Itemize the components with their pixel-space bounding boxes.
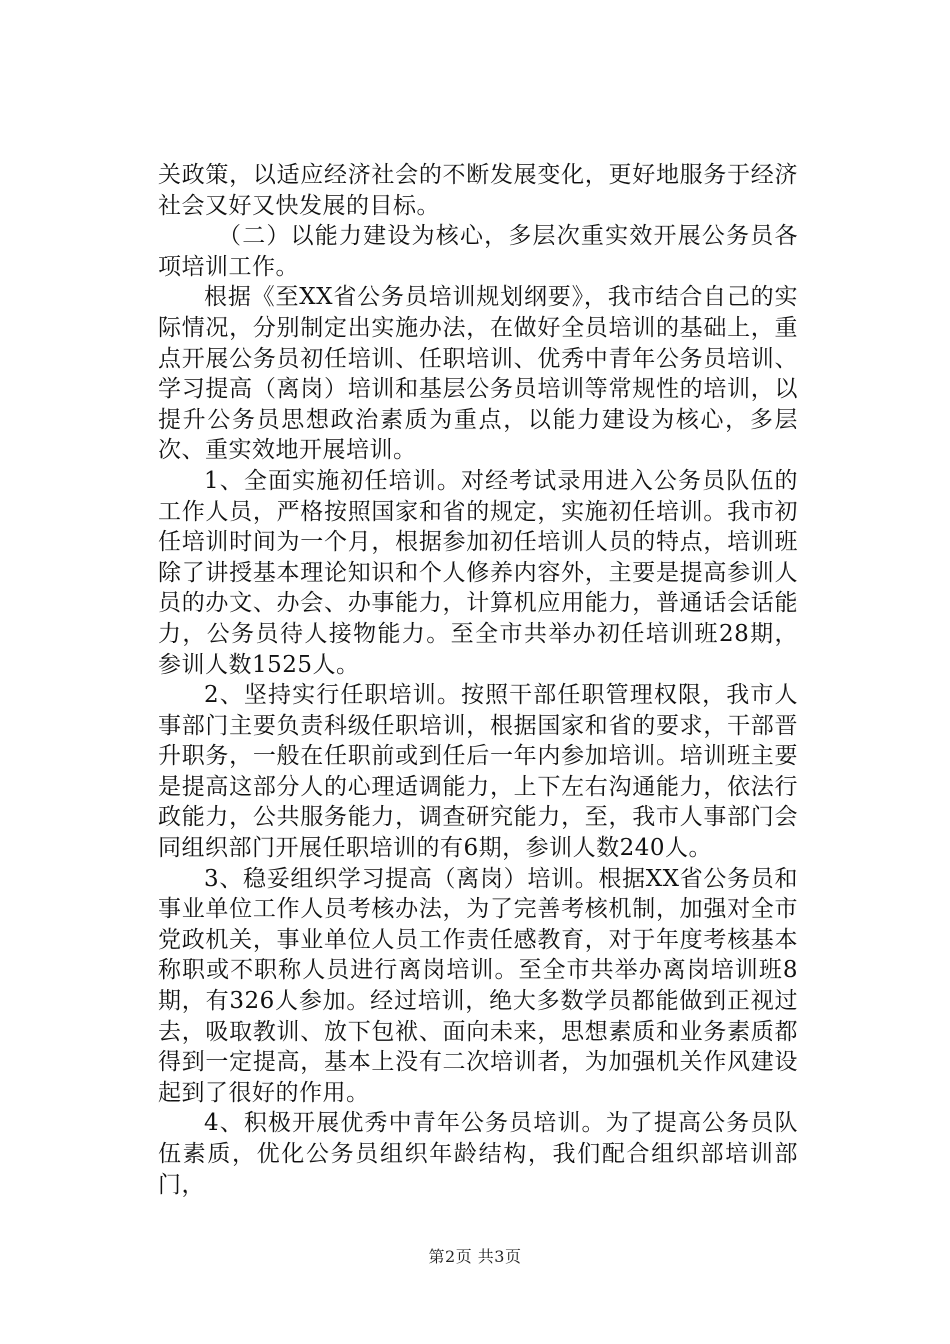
section-heading: （二）以能力建设为核心，多层次重实效开展公务员各项培训工作。 bbox=[158, 223, 798, 280]
page-footer: 第2页 共3页 bbox=[428, 1247, 522, 1266]
paragraph-continuation: 关政策，以适应经济社会的不断发展变化，更好地服务于经济社会又好又快发展的目标。 bbox=[158, 162, 798, 219]
paragraph-intro: 根据《至XX省公务员培训规划纲要》，我市结合自己的实际情况，分别制定出实施办法，在做好全员培训的基础上，重点开展公务员初任培训、任职培训、优秀中青年公务员培训、学习提高（离岗）培训和基层公务员培训等常规性的培训，以提升公务员思想政治素质为重点，以能力建设为核心，多层次、重实效地开展培训。 bbox=[158, 284, 798, 464]
document-body bbox=[158, 160, 798, 1200]
paragraph-item-2: 2、坚持实行任职培训。按照干部任职管理权限，我市人事部门主要负责科级任职培训，根据国家和省的要求，干部晋升职务，一般在任职前或到任后一年内参加培训。培训班主要是提高这部分人的心理适调能力，上下左右沟通能力，依法行政能力，公共服务能力，调查研究能力，至，我市人事部门会同组织部门开展任职培训的有6期，参训人数240人。 bbox=[158, 682, 798, 862]
paragraph-item-4: 4、积极开展优秀中青年公务员培训。为了提高公务员队伍素质，优化公务员组织年龄结构，我们配合组织部培训部门， bbox=[158, 1110, 798, 1198]
paragraph-item-1: 1、全面实施初任培训。对经考试录用进入公务员队伍的工作人员，严格按照国家和省的规定，实施初任培训。我市初任培训时间为一个月，根据参加初任培训人员的特点，培训班除了讲授基本理论知识和个人修养内容外，主要是提高参训人员的办文、办会、办事能力，计算机应用能力，普通话会话能力，公务员待人接物能力。至全市共举办初任培训班28期，参训人数1525人。 bbox=[158, 467, 798, 678]
paragraph-item-3: 3、稳妥组织学习提高（离岗）培训。根据XX省公务员和事业单位工作人员考核办法，为了完善考核机制，加强对全市党政机关，事业单位人员工作责任感教育，对于年度考核基本称职或不职称人员进行离岗培训。至全市共举办离岗培训班8期，有326人参加。经过培训，绝大多数学员都能做到正视过去，吸取教训、放下包袱、面向未来，思想素质和业务素质都得到一定提高，基本上没有二次培训者，为加强机关作风建设起到了很好的作用。 bbox=[158, 865, 798, 1106]
